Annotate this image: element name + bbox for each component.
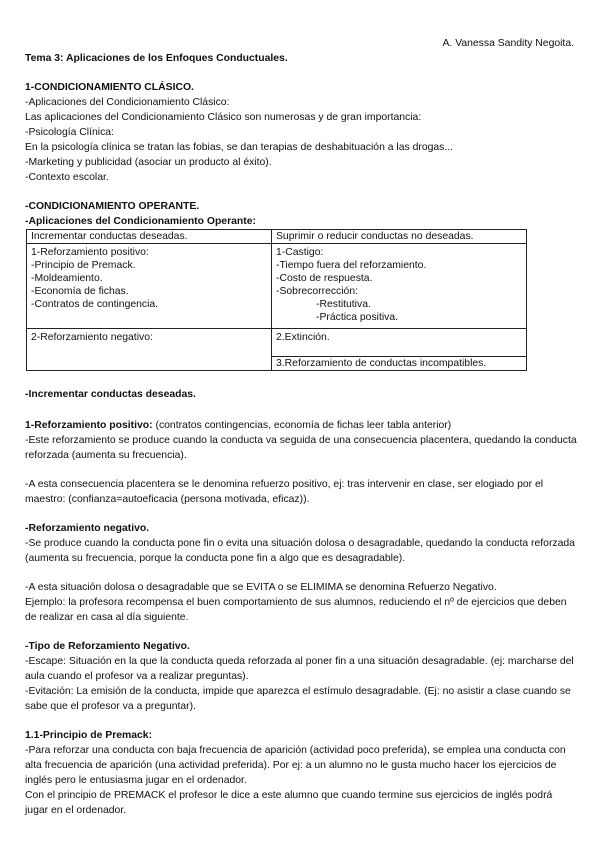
section-heading-operante: -CONDICIONAMIENTO OPERANTE. [25,201,200,212]
paragraph [25,418,577,433]
paragraph: Las aplicaciones del Condicionamiento Clásico son numerosas y de gran importancia: [25,112,422,123]
cell-line: -Práctica positiva. [316,312,398,323]
table-header-cell: Incrementar conductas deseadas. [27,230,272,244]
author-name: A. Vanessa Sandity Negoita. [442,38,574,49]
document-title: Tema 3: Aplicaciones de los Enfoques Conductuales. [25,53,288,64]
table-header-cell: Suprimir o reducir conductas no deseadas. [272,230,527,244]
paragraph: En la psicología clínica se tratan las fobias, se dan terapias de deshabituación a las drogas... [25,142,454,153]
paragraph: -Para reforzar una conducta con baja frecuencia de aparición (actividad poco preferida), se emplea una conducta con alta frecuencia de aparición (una actividad preferida). Por ej: a un alumno no le gusta mucho hacer los ejercicios de inglés pero le entusiasma jugar en el ordenador. [25,745,566,786]
table-cell: 2-Reforzamiento negativo: [27,329,272,371]
paragraph: Con el principio de PREMACK el profesor le dice a este alumno que cuando termine sus ejercicios de inglés podrá jugar en el ordenador. [25,790,553,816]
applications-table [26,229,527,371]
cell-line: -Principio de Premack. [31,260,136,271]
paragraph: -Marketing y publicidad (asociar un producto al éxito). [25,157,272,168]
cell-line: 1-Reforzamiento positivo: [31,247,149,258]
document-body [25,36,577,818]
paragraph: -A esta consecuencia placentera se le denomina refuerzo positivo, ej: tras intervenir en clase, ser elogiado por el maestro: (confianza=autoeficacia (persona motivada, eficaz)). [25,479,544,505]
cell-line: -Tiempo fuera del reforzamiento. [276,260,427,271]
cell-line: 1-Castigo: [276,247,324,258]
paragraph: -Contexto escolar. [25,172,109,183]
cell-line: -Restitutiva. [316,299,371,310]
paragraph: -Psicología Clínica: [25,127,114,138]
paragraph: -Escape: Situación en la que la conducta queda reforzada al poner fin a una situación desagradable. (ej: marcharse del aula cuando el profesor va a realizar preguntas). [25,656,574,682]
paragraph: -Este reforzamiento se produce cuando la conducta va seguida de una consecuencia placentera, quedando la conducta reforzada (aumenta su frecuencia). [25,435,577,461]
table-cell [272,244,527,329]
cell-line: -Contratos de contingencia. [31,299,159,310]
subsection-heading: -Reforzamiento negativo. [25,523,150,534]
paragraph: -A esta situación dolosa o desagradable que se EVITA o se ELIMIMA se denomina Refuerzo Negativo. [25,582,497,593]
cell-line: -Moldeamiento. [31,273,103,284]
section-heading-incrementar: -Incrementar conductas deseadas. [25,389,196,400]
subsection-heading: 1.1-Principio de Premack: [25,730,153,741]
cell-line: -Costo de respuesta. [276,273,373,284]
section-heading-clasico: 1-CONDICIONAMIENTO CLÁSICO. [25,82,194,93]
paragraph: -Aplicaciones del Condicionamiento Clásico: [25,97,230,108]
table-cell: 3.Reforzamiento de conductas incompatibles. [272,357,527,371]
subsection-heading: -Aplicaciones del Condicionamiento Operante: [25,216,256,227]
inline-text: (contratos contingencias, economía de fichas leer tabla anterior) [152,420,452,431]
subsection-heading: -Tipo de Reforzamiento Negativo. [25,641,190,652]
table-cell: 2.Extinción. [272,329,527,357]
paragraph: -Se produce cuando la conducta pone fin o evita una situación dolosa o desagradable, quedando la conducta reforzada (aumenta su frecuencia, porque la conducta pone fin a algo que es desagradable). [25,538,575,564]
cell-line: -Economía de fichas. [31,286,129,297]
inline-heading: 1-Reforzamiento positivo: [25,420,153,431]
paragraph: Ejemplo: la profesora recompensa el buen comportamiento de sus alumnos, reduciendo el nº de ejercicios que deben de realizar en casa al día siguiente. [25,597,567,623]
cell-line: -Sobrecorrección: [276,286,359,297]
table-cell [27,244,272,329]
paragraph: -Evitación: La emisión de la conducta, impide que aparezca el estímulo desagradable. (Ej: no asistir a clase cuando se sabe que el profesor va a preguntar). [25,686,571,712]
